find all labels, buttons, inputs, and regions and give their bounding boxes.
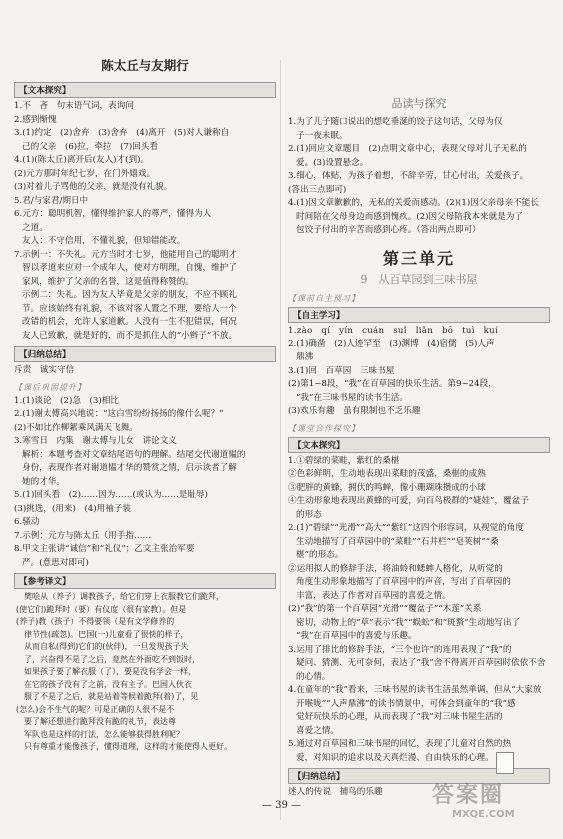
translation-line-0: 樊哙从（养子）调教孩子，给它们穿上衣服教它们跪拜， xyxy=(24,592,224,601)
answer-line-5: (3)欢乐有趣 虽有限制也不乏乐趣 xyxy=(288,406,421,416)
pinyin-line: zào qí yín cuán suǐ liǎn bō tuì kuí xyxy=(296,325,499,336)
answer-line-9: 之道。 xyxy=(22,222,48,233)
answer-line-12: 严。(意思对即可) xyxy=(22,557,89,568)
answer-line-17: 友人已致歉，就是好的，而不是抓住人的“小辫子”不放。 xyxy=(22,330,238,341)
answer-line-0: 1.为了儿子随口说出的想吃垂涎的饺子这句话，父母为仅 xyxy=(288,117,503,127)
translation-text xyxy=(14,591,276,741)
translation-line-2: (养子)教（孩子）不得要领（是有文学修养的 xyxy=(16,617,175,626)
answer-line-2: (2)不如比作柳絮乘风满天飞舞。 xyxy=(14,422,138,433)
answer-line-3: (2)第1~8段，“我”在百草园的快乐生活。第9~24段， xyxy=(288,379,497,389)
translation-line-10: 要了解还想进行跪拜没有跪的礼节，表达尊 xyxy=(24,717,176,726)
answer-list-1 xyxy=(14,100,276,343)
summary-text: 斥责 诚实守信 xyxy=(14,365,75,375)
translation-line-9: (怎么)会不生气的呢？可是正确的人很不是不 xyxy=(16,704,175,714)
answer-list-reading xyxy=(288,116,550,238)
answer-line-10: 7.示例：元方与陈太丘（用手指…… xyxy=(14,530,152,541)
answer-line-6: 她的才华。 xyxy=(22,476,65,487)
answer-line-4: 4.(1)(陈太丘)离开后(友人)才(到)。 xyxy=(14,155,150,165)
banner-after-class: 【课后巩固提升】 xyxy=(14,382,86,392)
section-header-text-inquiry-2: 【文本探究】 xyxy=(288,437,550,453)
translation-line-1: (使它们)跪拜时（要）有仪度（很有家教）。但是 xyxy=(16,604,187,614)
answer-line-6: (3)对着儿子骂他的父亲，就是没有礼貌。 xyxy=(14,182,173,192)
answer-line-2: ③肥胖的黄蜂，拥伏的鸣蝉，像小珊瑚珠攒成的小球 xyxy=(288,482,486,493)
translation-line-4: 从而自私(得到)它们的(伙伴)，一旦发现孩子失 xyxy=(24,642,189,651)
translation-line-7: 在它的孩子没有了之前，没有主子。巴国入伙衣 xyxy=(24,679,192,689)
answer-line-15: 疑问、猜测、无可奈何，表达了“我”舍不得离开百草园时依依不舍 xyxy=(296,658,546,668)
answer-line-4: 的形态 xyxy=(296,509,322,520)
section-header-text-inquiry: 【文本探究】 xyxy=(14,82,276,98)
answer-line-6: 生动地描写了百草园中的“菜畦”“石井栏”“皂荚树”“桑 xyxy=(296,536,499,547)
watermark-url: MXQE.COM xyxy=(452,809,515,820)
answer-line-7: 5.君/与家君/期日中 xyxy=(14,195,89,206)
answer-line-1: ②色彩鲜明，生动地表现出菜畦的茂盛，桑椹的成熟 xyxy=(288,469,486,479)
translation-end: 只有尊重才能像孩子，懂得道理，这样的才能使得人更好。 xyxy=(24,742,232,751)
watermark-text: 答案圈 xyxy=(432,783,505,808)
answer-list-inquiry xyxy=(288,455,550,766)
answer-line-12: 智以孝道来应对一个成年人，使对方明理，自愧，维护了 xyxy=(22,263,237,273)
checkbox-icon xyxy=(496,752,514,774)
answer-line-11: 7.示例一：不失礼。元方当时才七岁，他能用自己的聪明才 xyxy=(14,249,238,260)
answer-line-4: “我”在三味书屋的读书生活。 xyxy=(296,392,408,403)
answer-line-10: 丰富，表达了作者对百草园的喜爱之情。 xyxy=(296,590,451,601)
answer-line-1: 鼎沸 xyxy=(296,352,314,362)
answer-line-0: 2.(1)确凿 (2)人迹罕至 (3)渊博 (4)宿儒 (5)人声 xyxy=(288,338,495,349)
lesson-heading: 9 从百草园到三味书屋 xyxy=(360,272,478,286)
section-header-self-study: 【自主学习】 xyxy=(288,307,550,323)
left-column xyxy=(14,0,276,754)
answer-line-3: 3.寒雪日 内集 谢太傅与儿女 讲论文义 xyxy=(14,436,177,446)
reading-inquiry-title: 品读与探究 xyxy=(391,97,447,110)
answer-line-4: 解析：本题考查对文章结尾语句的理解。结尾交代谢道韫的 xyxy=(22,449,246,460)
answer-line-5: 2.(1)“碧绿”“光滑”“高大”“紫红”这四个形容词，从视觉的角度 xyxy=(288,523,524,533)
banner-preview: 【课前自主预习】 xyxy=(288,293,360,303)
section-header-translation: 【参考译文】 xyxy=(14,573,276,589)
section-header-summary: 【归纳总结】 xyxy=(14,346,276,362)
answer-line-1: 子一夜未眠。 xyxy=(296,130,348,141)
answer-line-22: 爱，对知识的追求以及天真烂漫、自由快乐的心理。 xyxy=(296,752,494,763)
answer-line-2: 3.(1)约定 (2)舍弃 (3)舍弃 (4)离开 (5)对人谦称自 xyxy=(14,128,230,138)
answer-line-3: ④生动形象地表现出黄蜂的可爱，向百鸟极群的“婕娃”，覆盆子 xyxy=(288,496,529,506)
translation-line-8: 服了不是了之后，就是站着等候着跪拜(着)了，见 xyxy=(24,692,199,701)
answer-line-7: 5.(1)回头看 (2)……因为……(或认为……是耻辱) xyxy=(14,490,208,500)
answer-line-7: 时间陪在父母身边而感到愧疚。(2)因父母陪我本来就是为了 xyxy=(296,211,524,222)
answer-list-self-study xyxy=(288,338,550,419)
pinyin-answers: 1.zào qí yín cuán suǐ liǎn bō tuì kuí xyxy=(288,325,499,336)
answer-line-3: 爱。(3)设置悬念。 xyxy=(296,157,369,168)
answer-line-8: (3)挑选，(用来) (4)用袖子装 xyxy=(14,503,131,514)
answer-line-3: 己的父亲 (6)拉，牵拉 (7)回头看 xyxy=(22,141,159,152)
translation-line-11: 军队也是这样的打法，怎么能够获得胜利呢？ xyxy=(24,729,184,739)
answer-line-4: 3.细心，体贴，为孩子着想，不辞辛劳，甘心付出，关爱孩子。 xyxy=(288,171,529,181)
translation-line-5: 了，兴奋得不是了之后，竟然在外面吃不到饭时， xyxy=(24,654,200,664)
answer-line-14: 3.运用了排比的修辞手法，“三个也许”的连用表现了“我”的 xyxy=(288,644,512,655)
answer-line-9: 角度生动形象地描写了百草园中的声音，写出了百草园的 xyxy=(296,577,511,587)
answer-list-2 xyxy=(14,395,276,571)
banner-class-cooperation: 【课堂合作探究】 xyxy=(288,423,360,433)
answer-line-13: 家风，维护了父亲的名誉，这是值得称赞的。 xyxy=(22,276,194,287)
answer-line-15: 节。应该始终有礼貌，不该对客人置之不理，要给人一个 xyxy=(22,303,237,314)
answer-line-5: (答出三点即可) xyxy=(288,184,347,195)
answer-line-1: 2.感到惭愧 xyxy=(14,114,57,125)
answer-line-19: 觉好玩快乐的心理，从而表现了“我”对三味书屋生活的 xyxy=(296,712,503,722)
answer-line-11: 8.甲文主张讲“诚信”和“礼仪”；乙文主张治军要 xyxy=(14,544,195,554)
answer-line-8: 6.元方：聪明机智，懂得维护家人的尊严，懂得为人 xyxy=(14,209,212,219)
answer-line-8: 包饺子付出的辛苦而感到心疼。（答出两点即可） xyxy=(296,225,481,235)
translation-line-6: 如果孩子要了解衣服（了），要是没有学会一样， xyxy=(24,667,196,676)
page-number: — 39 — xyxy=(261,800,302,811)
answer-line-12: 密切，动物上的“草”表示“我”“蜈蚣”和“斑蝥”生动地写出了 xyxy=(296,617,521,628)
answer-line-2: 3.(1)回 百草园 三味书屋 xyxy=(288,365,395,376)
answer-line-20: 喜爱之情。 xyxy=(296,725,339,736)
answer-line-17: 4.在童年的“我”看来，三味书屋的读书生活虽然单调，但从“大家放 xyxy=(288,685,542,695)
watermark-logo xyxy=(432,778,560,833)
answer-line-8: ②运用拟人的修辞手法，将油蛉和蟋蟀人格化，从听觉的 xyxy=(288,563,503,574)
summary-text-2: 迷人的传说 捕鸟的乐趣 xyxy=(288,787,383,797)
answer-line-0: 1.①碧绿的菜畦，紫红的桑椹 xyxy=(288,455,400,466)
section-header-summary-2: 【归纳总结】 xyxy=(288,768,550,784)
answer-line-18: 开喉咙”“人声鼎沸”的读书情景中，可体会到童年的“我”感 xyxy=(296,698,516,709)
unit-title: 第三单元 xyxy=(382,248,455,268)
answer-line-0: 1.(1)谈论 (2)急 (3)相比 xyxy=(14,395,119,406)
answer-line-5: (2)元方那时年纪七岁，在门外嬉戏。 xyxy=(14,168,156,179)
answer-line-13: “我”在百草园中的喜爱与乐趣。 xyxy=(296,631,417,641)
answer-line-11: (2)“我”的第一个百草园“光滑”“覆盆子”“木莲”关系 xyxy=(288,604,482,614)
answer-line-7: 椹”的形态。 xyxy=(296,550,344,560)
right-column xyxy=(288,0,550,800)
answer-line-2: 2.(1)回应文章题目 (2)点明文章中心，表现父母对儿子无私的 xyxy=(288,144,527,154)
answer-line-5: 身份，表现作者对谢道韫才华的赞赏之情，启示读者了解 xyxy=(22,463,237,473)
lesson-title: 陈太丘与友期行 xyxy=(101,58,189,73)
answer-line-0: 1.不 吝 句末语气词，表询问 xyxy=(14,101,134,111)
answer-line-21: 5.通过对百草园和三味书屋的回忆，表现了儿童对自然的热 xyxy=(288,739,512,749)
answer-line-10: 友人：不守信用，不懂礼貌，但知错能改。 xyxy=(22,236,186,246)
answer-line-6: 4.(1)因文章歉歉的，无私的关爱而感动。(2)(1)因父亲母亲不能长 xyxy=(288,198,539,208)
answer-line-16: 的心情。 xyxy=(296,671,331,682)
column-divider xyxy=(280,60,281,820)
answer-line-14: 示例二：失礼。因为友人毕竟是父亲的朋友，不应不顾礼 xyxy=(22,290,237,300)
translation-line-3: 律节性(疏忽)。巴国(一)儿童看了很快的样子， xyxy=(24,629,189,639)
answer-line-1: 2.(1)谢太傅高兴地说：“这白雪纷纷扬扬的像什么呢？” xyxy=(14,409,224,419)
answer-line-9: 6.骚动 xyxy=(14,517,40,527)
answer-line-16: 改错的机会，允许人家道歉。人没有一生不犯错误，何况 xyxy=(22,317,237,327)
